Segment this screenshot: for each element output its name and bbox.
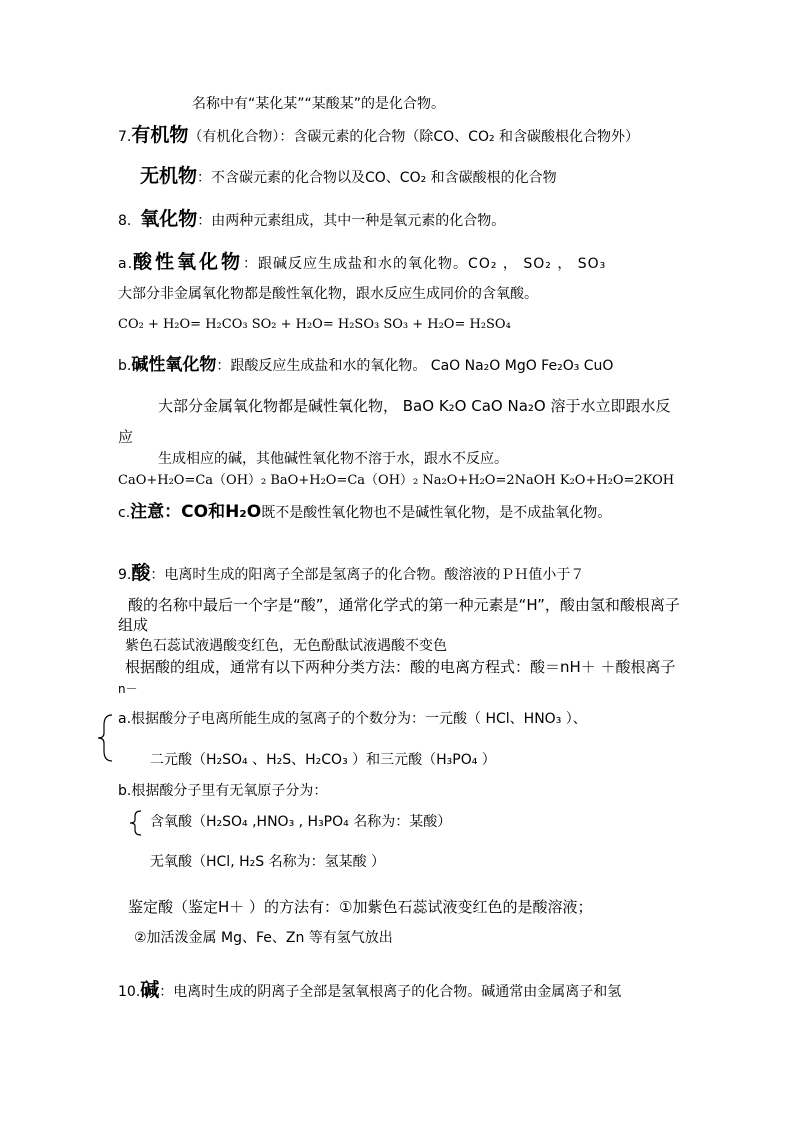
section-7	[118, 126, 639, 146]
text-line: 大部分金属氧化物都是碱性氧化物， BaO K₂O CaO Na₂O 溶于水立即跟水反	[158, 397, 671, 415]
definition: ：电离时生成的阴离子全部是氢氧根离子的化合物。碱通常由金属离子和氢	[159, 984, 622, 1000]
term-organic: 有机物	[131, 124, 189, 146]
definition: ：由两种元素组成，其中一种是氧元素的化合物。	[197, 213, 506, 229]
section-8	[118, 210, 505, 230]
equation-line: CaO+H₂O=Ca（OH）₂ BaO+H₂O=Ca（OH）₂ Na₂O+H₂O=2NaOH K₂O+H₂O=2KOH	[118, 473, 675, 488]
definition: ：跟酸反应生成盐和水的氧化物。 CaO Na₂O MgO Fe₂O₃ CuO	[216, 358, 614, 374]
basic-oxide-line	[118, 356, 613, 375]
brace-icon	[96, 713, 116, 763]
text-line: 无氧酸（HCl, H₂S 名称为：氢某酸 ）	[150, 854, 386, 870]
text-line: 生成相应的碱，其他碱性氧化物不溶于水，跟水不反应。	[158, 451, 508, 467]
item-letter: b.	[118, 358, 132, 374]
text-line: 大部分非金属氧化物都是酸性氧化物，跟水反应生成同价的含氧酸。	[118, 286, 538, 302]
section-number: 10.	[118, 984, 141, 1000]
text-line: b.根据酸分子里有无氧原子分为：	[118, 783, 328, 799]
definition: ：不含碳元素的化合物以及CO、CO₂ 和含碳酸根的化合物	[197, 170, 557, 186]
text-line: 紫色石蕊试液遇酸变红色，无色酚酞试液遇酸不变色	[125, 638, 447, 654]
section-number: 8.	[118, 213, 132, 229]
acidic-oxide-line	[118, 253, 606, 273]
definition: ：跟碱反应生成盐和水的氧化物。CO₂ ， SO₂ ， SO₃	[243, 256, 607, 272]
text-line: 名称中有“某化某”“某酸某”的是化合物。	[192, 96, 446, 112]
brace-icon	[128, 810, 144, 836]
term-acidic-oxide: 酸性氧化物	[133, 251, 244, 273]
text-line: 二元酸（H₂SO₄ 、H₂S、H₂CO₃ ）和三元酸（H₃PO₄ ）	[150, 752, 496, 768]
text-line: 含氧酸（H₂SO₄ ,HNO₃ , H₃PO₄ 名称为：某酸）	[150, 814, 452, 830]
text-line: a.根据酸分子电离所能生成的氢离子的个数分为：一元酸（ HCl、HNO₃ ）、	[118, 711, 587, 727]
text-line: 组成	[118, 616, 149, 634]
definition: 既不是酸性氧化物也不是碱性氧化物，是不成盐氧化物。	[261, 505, 612, 521]
text-line: 应	[118, 428, 134, 446]
item-letter: c.	[118, 505, 131, 521]
text-line: 酸的名称中最后一个字是“酸”，通常化学式的第一种元素是“H”，酸由氢和酸根离子	[128, 596, 680, 614]
text-line: ②加活泼金属 Mg、Fe、Zn 等有氢气放出	[134, 930, 393, 946]
section-number: 9.	[118, 567, 132, 583]
definition: （有机化合物）：含碳元素的化合物（除CO、CO₂ 和含碳酸根化合物外）	[188, 129, 640, 145]
inorganic-line	[140, 167, 557, 187]
term-basic-oxide: 碱性氧化物	[131, 355, 217, 375]
text-line: n－	[118, 682, 138, 696]
definition: ：电离时生成的阳离子全部是氢离子的化合物。酸溶液的ＰＨ值小于７	[150, 567, 585, 583]
term-base: 碱	[140, 979, 160, 1001]
section-10	[118, 981, 621, 1001]
section-number: 7.	[118, 129, 132, 145]
text-line: 根据酸的组成，通常有以下两种分类方法：酸的电离方程式：酸＝nH＋ ＋酸根离子	[125, 658, 676, 676]
equation-line: CO₂ + H₂O= H₂CO₃ SO₂ + H₂O= H₂SO₃ SO₃ + H₂O= H₂SO₄	[118, 317, 511, 332]
item-letter: a.	[118, 256, 134, 272]
term-inorganic: 无机物	[140, 165, 198, 187]
note-term: 注意：CO和H₂O	[130, 502, 262, 522]
section-9	[118, 564, 584, 584]
text-line: 鉴定酸（鉴定H＋ ）的方法有：①加紫色石蕊试液变红色的是酸溶液；	[128, 898, 593, 916]
term-oxide: 氧化物	[140, 208, 198, 230]
term-acid: 酸	[131, 562, 151, 584]
note-line	[118, 503, 611, 522]
